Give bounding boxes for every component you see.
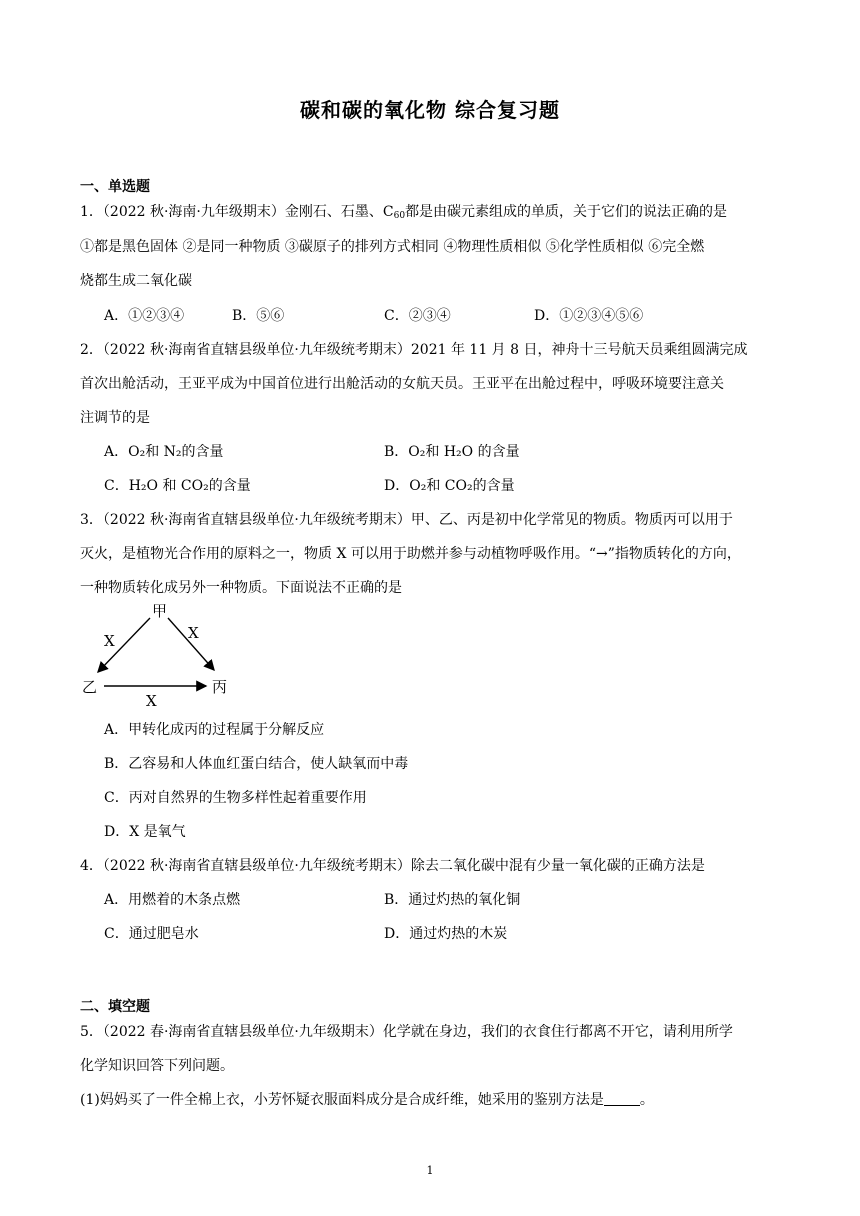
q2-option-c: C．H₂O 和 CO₂的含量 — [104, 478, 251, 494]
question-3-stem-cont: 灭火，是植物光合作用的原料之一，物质 X 可以用于助燃并参与动植物呼吸作用。“→”指物质转化的方向， — [80, 546, 741, 562]
q3-option-a: A．甲转化成丙的过程属于分解反应 — [104, 722, 325, 738]
page-number: 1 — [426, 1164, 434, 1177]
q4-option-a: A．用燃着的木条点燃 — [104, 892, 241, 908]
edge-label-left: X — [104, 632, 115, 650]
question-2-stem-end: 注调节的是 — [80, 410, 150, 426]
question-5-stem-cont: 化学知识回答下列问题。 — [80, 1058, 234, 1074]
section-heading-fill-blank: 二、填空题 — [80, 999, 150, 1015]
q1-option-a: A．①②③④ — [104, 308, 185, 324]
q2-option-b: B．O₂和 H₂O 的含量 — [384, 444, 520, 460]
answer-blank[interactable] — [604, 1091, 640, 1106]
q2-option-d: D．O₂和 CO₂的含量 — [384, 478, 515, 494]
q4-option-b: B．通过灼热的氧化铜 — [384, 892, 521, 908]
q5-sub1-text: (1)妈妈买了一件全棉上衣，小芳怀疑衣服面料成分是合成纤维，她采用的鉴别方法是 — [80, 1092, 604, 1108]
q1-option-b: B．⑤⑥ — [232, 308, 285, 324]
question-1-stem — [80, 202, 780, 226]
q1-stem-subscript: 60 — [393, 211, 406, 221]
conversion-diagram — [80, 600, 240, 710]
q3-option-d: D．X 是氧气 — [104, 824, 186, 840]
question-5-stem: 5．（2022 春·海南省直辖县级单位·九年级期末）化学就在身边，我们的衣食住行都离不开它，请利用所学 — [80, 1024, 733, 1040]
q1-option-d: D．①②③④⑤⑥ — [534, 308, 644, 324]
question-1-statements-cont: 烧都生成二氧化碳 — [80, 273, 192, 289]
node-yi: 乙 — [82, 678, 98, 696]
q2-option-a: A．O₂和 N₂的含量 — [104, 444, 224, 460]
q1-option-c: C．②③④ — [384, 308, 451, 324]
page-title: 碳和碳的氧化物 综合复习题 — [300, 98, 560, 122]
q1-stem-part-b: 都是由碳元素组成的单质，关于它们的说法正确的是 — [405, 204, 728, 220]
q4-option-d: D．通过灼热的木炭 — [384, 926, 508, 942]
question-5-sub-1 — [80, 1090, 780, 1110]
edge-label-bottom: X — [146, 692, 157, 710]
question-3-stem-end: 一种物质转化成另外一种物质。下面说法不正确的是 — [80, 580, 402, 596]
edge-label-right: X — [188, 624, 199, 642]
section-heading-single-choice: 一、单选题 — [80, 179, 150, 195]
question-1-statements: ①都是黑色固体 ②是同一种物质 ③碳原子的排列方式相同 ④物理性质相似 ⑤化学性质相似 ⑥完全燃 — [80, 239, 705, 255]
question-2-stem: 2．（2022 秋·海南省直辖县级单位·九年级统考期末）2021 年 11 月 8 日，神舟十三号航天员乘组圆满完成 — [80, 342, 748, 358]
question-2-stem-cont: 首次出舱活动，王亚平成为中国首位进行出舱活动的女航天员。王亚平在出舱过程中，呼吸环境要注意关 — [80, 376, 724, 392]
q3-option-b: B．乙容易和人体血红蛋白结合，使人缺氧而中毒 — [104, 756, 409, 772]
q5-sub1-end: 。 — [639, 1092, 654, 1108]
q4-option-c: C．通过肥皂水 — [104, 926, 199, 942]
question-4-stem: 4．（2022 秋·海南省直辖县级单位·九年级统考期末）除去二氧化碳中混有少量一氧化碳的正确方法是 — [80, 858, 705, 874]
node-bing: 丙 — [212, 678, 228, 696]
q1-stem-part-a: 1．（2022 秋·海南·九年级期末）金刚石、石墨、C — [80, 204, 394, 220]
node-jia: 甲 — [152, 602, 168, 620]
q3-option-c: C．丙对自然界的生物多样性起着重要作用 — [104, 790, 367, 806]
question-3-stem: 3．（2022 秋·海南省直辖县级单位·九年级统考期末）甲、乙、丙是初中化学常见的物质。物质丙可以用于 — [80, 512, 733, 528]
